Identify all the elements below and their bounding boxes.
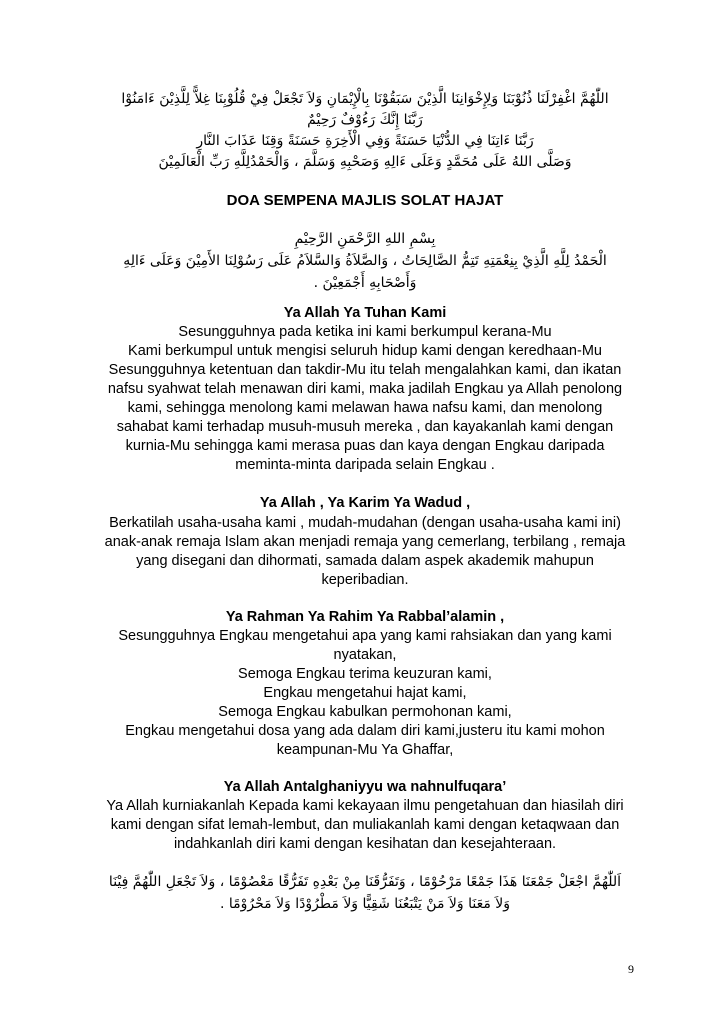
arabic-opening-line-4: وَصَلَّى اللهُ عَلَى مُحَمَّدٍ وَعَلَى ءَالِهِ وَصَحْبِهِ وَسَلَّمَ ، وَالْحَمْدُلِلَّهِ رَبِّ الْعَالَمِيْنَ	[158, 154, 572, 170]
section-1-line: nafsu syahwat telah menawan diri kami, maka jadilah Engkau ya Allah penolong	[107, 381, 623, 397]
section-4-line: kami dengan sifat lemah-lembut, dan muliakanlah kami dengan ketaqwaan dan	[110, 817, 620, 833]
arabic-opening-line-3: رَبَّنَا ءَاتِنَا فِي الدُّنْيَا حَسَنَةً وَفِي الْأَخِرَةِ حَسَنَةً وَقِنَا عَذَابَ النَّارِ	[196, 133, 534, 149]
section-4-line: Ya Allah kurniakanlah Kepada kami kekayaan ilmu pengetahuan dan hiasilah diri	[106, 798, 624, 814]
hamdalah-line-2: وَأَصْحَابِهِ أَجْمَعِيْنَ .	[313, 275, 417, 291]
section-heading-2: Ya Allah , Ya Karim Ya Wadud ,	[259, 495, 471, 511]
section-1-line: kami, sehingga menolong kami melawan hawa nafsu kami, dan menolong	[127, 400, 603, 416]
section-1-line: meminta-minta daripada selain Engkau .	[235, 457, 495, 473]
section-2-line: yang disegani dan dihormati, samada dalam aspek akademik mahupun	[136, 553, 594, 569]
page-title: DOA SEMPENA MAJLIS SOLAT HAJAT	[226, 192, 504, 209]
section-heading-1: Ya Allah Ya Tuhan Kami	[283, 305, 447, 321]
section-3-line: Engkau mengetahui dosa yang ada dalam diri kami,justeru itu kami mohon	[125, 723, 605, 739]
section-2-line: keperibadian.	[321, 572, 409, 588]
section-heading-4: Ya Allah Antalghaniyyu wa nahnulfuqara’	[223, 779, 507, 795]
section-1-line: Kami berkumpul untuk mengisi seluruh hidup kami dengan keredhaan-Mu	[128, 343, 602, 359]
arabic-opening-line-1: اللّٰهُمَّ اغْفِرْلَنَا ذُنُوْبَنَا وَلِإِخْوَانِنَا الَّذِيْنَ سَبَقُوْنَا بِالْإِيْمَانِ وَلاَ تَجْعَلْ فِيْ قُلُوْبِنَا غِلاًّ لِلَّذِيْنَ ءَامَنُوْا	[121, 91, 609, 107]
section-3-line: keampunan-Mu Ya Ghaffar,	[276, 742, 454, 758]
section-heading-3: Ya Rahman Ya Rahim Ya Rabbal’alamin ,	[225, 609, 505, 625]
section-3-line: nyatakan,	[333, 647, 397, 663]
section-1-line: Sesungguhnya pada ketika ini kami berkumpul kerana-Mu	[178, 324, 552, 340]
hamdalah-line-1: الْحَمْدُ لِلَّهِ الَّذِيْ بِنِعْمَتِهِ تَتِمُّ الصَّالِحَاتُ ، وَالصَّلاَةُ وَالسَّلاَمُ عَلَى رَسُوْلِنَا الأَمِيْنَ وَعَلَى ءَالِهِ	[123, 253, 607, 269]
arabic-closing-line-1: اَللّٰهُمَّ اجْعَلْ جَمْعَنَا هَذَا جَمْعًا مَرْحُوْمًا ، وَتَفَرُّقَنَا مِنْ بَعْدِهِ تَفَرُّقًا مَعْصُوْمًا ، وَلاَ تَجْعَلِ اللّٰهُمَّ فِيْنَا	[108, 874, 622, 890]
section-3-line: Engkau mengetahui hajat kami,	[263, 685, 467, 701]
section-3-line: Semoga Engkau terima keuzuran kami,	[238, 666, 492, 682]
arabic-closing-line-2: وَلاَ مَعَنَا وَلاَ مَنْ يَتْبَعُنَا شَقِيًّا وَلاَ مَطْرُوْدًا وَلاَ مَحْرُوْمًا .	[219, 896, 511, 912]
section-4-line: indahkanlah diri kami dengan kesihatan dan kesejahteraan.	[173, 836, 557, 852]
section-1-line: kurnia-Mu sehingga kami merasa puas dan kaya dengan Engkau daripada	[125, 438, 605, 454]
page-number: 9	[628, 962, 634, 976]
section-2-line: anak-anak remaja Islam akan menjadi remaja yang cemerlang, terbilang , remaja	[104, 534, 626, 550]
section-2-line: Berkatilah usaha-usaha kami , mudah-mudahan (dengan usaha-usaha kami ini)	[109, 515, 621, 531]
section-3-line: Semoga Engkau kabulkan permohonan kami,	[218, 704, 512, 720]
basmalah: بِسْمِ اللهِ الرَّحْمَنِ الرَّحِيْمِ	[294, 231, 436, 247]
section-3-line: Sesungguhnya Engkau mengetahui apa yang kami rahsiakan dan yang kami	[118, 628, 612, 644]
section-1-line: Sesungguhnya ketentuan dan takdir-Mu itu telah mengalahkan kami, dan ikatan	[108, 362, 622, 378]
arabic-opening-line-2: رَبَّنَا إِنَّكَ رَءُوْفٌ رَحِيْمٌ	[307, 112, 423, 128]
section-1-line: sahabat kami terhadap musuh-musuh mereka , dan kayakanlah kami dengan	[116, 419, 614, 435]
